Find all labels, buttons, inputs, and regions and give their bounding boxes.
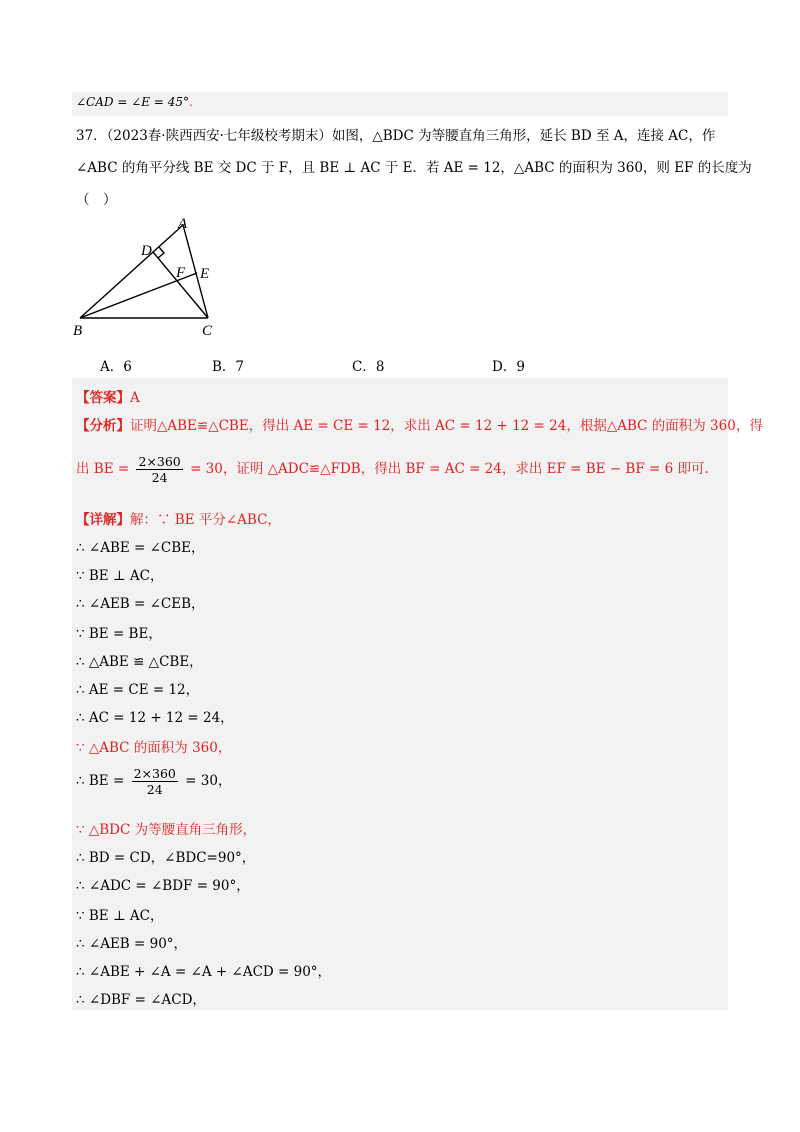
detail-line: ∴ AE = CE = 12， <box>76 682 200 698</box>
label-E: E <box>200 266 210 282</box>
answer-line: 【答案】A <box>76 390 140 406</box>
detail-line: ∵ △ABC 的面积为 360， <box>76 740 232 756</box>
option-d[interactable]: D．9 <box>492 359 525 375</box>
detail-line: ∵ △BDC 为等腰直角三角形， <box>76 822 257 838</box>
detail-be-line: ∴ BE = $\frac{2\times 360}{24}$ = 30， <box>76 766 232 797</box>
question-line-1: 37．（2023春·陕西西安·七年级校考期末）如图，△BDC 为等腰直角三角形，延长 BD 至 A，连接 AC，作 <box>76 128 716 144</box>
detail-line: ∴ △ABE ≌ △CBE， <box>76 654 203 670</box>
detail-line: ∴ ∠DBF = ∠ACD， <box>76 992 206 1008</box>
detail-line: ∵ BE ⊥ AC， <box>76 908 164 924</box>
previous-solution-tail <box>72 92 728 116</box>
solution-block <box>72 378 763 1010</box>
option-c[interactable]: C．8 <box>352 359 385 375</box>
detail-head: 【详解】解：∵ BE 平分∠ABC， <box>76 512 281 528</box>
question-line-3: （ ） <box>76 192 117 208</box>
label-A: A <box>178 216 188 232</box>
detail-line: ∴ ∠AEB = ∠CEB， <box>76 596 205 612</box>
question-line-2: ∠ABC 的角平分线 BE 交 DC 于 F，且 BE ⊥ AC 于 E．若 AE = 12，△ABC 的面积为 360，则 EF 的长度为 <box>76 160 752 176</box>
option-a[interactable]: A．6 <box>100 359 132 375</box>
previous-solution-line: ∠CAD = ∠E = 45°. <box>76 95 193 109</box>
triangle-figure <box>70 215 230 340</box>
detail-line: ∵ BE = BE， <box>76 626 162 642</box>
detail-line: ∴ ∠AEB = 90°， <box>76 936 188 952</box>
detail-line: ∴ AC = 12 + 12 = 24， <box>76 710 234 726</box>
analysis-line-2: 出 BE = $\frac{2\times 360}{24}$ = 30，证明 △ADC≌△FDB，得出 BF = AC = 24，求出 EF = BE − BF = 6 即可. <box>76 454 709 485</box>
detail-line: ∴ BD = CD，∠BDC=90°， <box>76 850 256 866</box>
detail-line: ∴ ∠ADC = ∠BDF = 90°， <box>76 878 250 894</box>
label-C: C <box>202 323 213 339</box>
detail-line: ∵ BE ⊥ AC， <box>76 568 164 584</box>
label-F: F <box>176 265 186 281</box>
detail-line: ∴ ∠ABE = ∠CBE， <box>76 540 205 556</box>
option-b[interactable]: B．7 <box>212 359 245 375</box>
label-B: B <box>73 323 83 339</box>
analysis-fraction: $\frac{2\times 360}{24}$ <box>138 454 181 485</box>
detail-line: ∴ ∠ABE + ∠A = ∠A + ∠ACD = 90°， <box>76 964 332 980</box>
detail-fraction: $\frac{2\times 360}{24}$ <box>133 766 176 797</box>
label-D: D <box>141 243 152 259</box>
analysis-line-1: 【分析】证明△ABE≌△CBE，得出 AE = CE = 12，求出 AC = 12 + 12 = 24，根据△ABC 的面积为 360，得 <box>76 418 763 434</box>
